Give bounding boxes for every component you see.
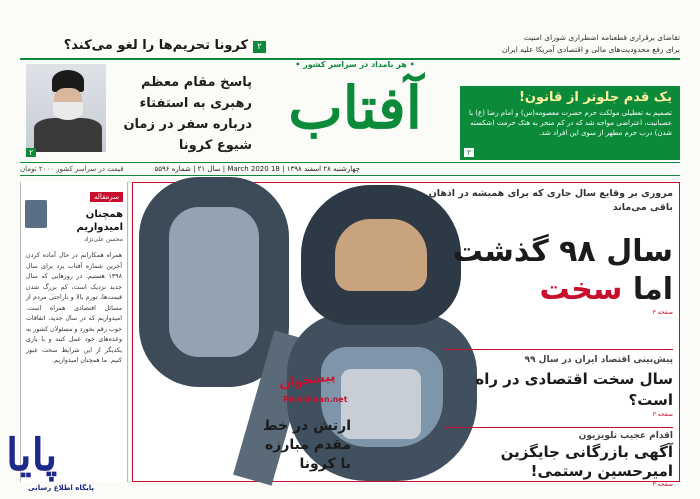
- green-news-box[interactable]: [460, 86, 680, 160]
- pishkhan-url[interactable]: Pishkhaan.net: [283, 395, 348, 404]
- masthead: [20, 60, 680, 160]
- tv-kicker: اقدام عجیب تلویزیون: [578, 431, 673, 441]
- main-headline-line-2: [413, 271, 673, 309]
- top-strip: [20, 30, 680, 60]
- logo-text: آفتاب: [288, 74, 422, 142]
- story-divider-2: [443, 427, 673, 428]
- logo-tagline: • هر بامداد در سراسر کشور •: [295, 60, 415, 69]
- main-headline-line-1: سال ۹۸ گذشت: [452, 234, 673, 269]
- newspaper-logo: [260, 60, 450, 160]
- leader-photo: [26, 64, 106, 152]
- economy-kicker: پیش‌بینی اقتصاد ایران در سال ۹۹: [524, 355, 673, 365]
- leader-headline[interactable]: پاسخ مقام معظم رهبری به استفتاء درباره سفر در زمان شیوع کرونا: [123, 75, 252, 153]
- top-strip-text: [380, 32, 680, 56]
- economy-headline: سال سخت اقتصادی در راه است؟: [475, 370, 673, 409]
- editorial-label: سرمقاله: [90, 192, 123, 202]
- green-box-number: ۲: [464, 148, 474, 157]
- editorial-body: همراه همکارانم در حال آماده کردن آخرین شماره آفتاب یزد برای سال ۱۳۹۸ هستیم. در روزهایی که سال جدید نزدیک است، کم بزرگ شدن قیمت‌ها، تورم بالا و ناراحتی مردم از مسائل اقتصادی همراه است. امیدواریم که در سال جدید، اتفاقات خوب رقم بخورد و مسئولان کشور به وعده‌های خود عمل کنند و با یاری یکدیگر از این شرایط سخت عبور کنیم. ما همچنان امیدواریم.: [26, 252, 122, 364]
- main-kicker: مروری بر وقایع سال جاری که برای همیشه در اذهان باقی می‌ماند: [428, 188, 673, 213]
- story-divider-1: [443, 349, 673, 350]
- top-headline[interactable]: کرونا تحریم‌ها را لغو می‌کند؟: [63, 38, 249, 53]
- editorial-author: محسن علی‌نژاد: [84, 236, 123, 243]
- tv-page-ref: صفحه ۳: [652, 481, 673, 488]
- issue-date: چهارشنبه ۲۸ اسفند ۱۳۹۸ | 18 March 2020 | سال ۲۱ | شماره ۵۵۹۶: [154, 165, 360, 173]
- paya-watermark-logo: [0, 430, 122, 499]
- pishkhan-watermark: پیشخوان: [278, 369, 337, 392]
- tv-story[interactable]: [473, 431, 673, 488]
- tv-headline: آگهی بازرگانی جایگزین امیرحسین رستمی!: [500, 443, 673, 480]
- top-strip-line-1: تقاضای برقراری قطعنامه اضطراری شورای امنیت: [523, 33, 680, 42]
- paya-logo-subtitle: پایگاه اطلاع رسانی: [28, 484, 94, 492]
- issue-price: قیمت در سراسر کشور ۲۰۰۰ تومان: [20, 165, 124, 173]
- main-headline-red-word: سخت: [539, 272, 623, 307]
- date-bar: [20, 162, 680, 176]
- main-headline-block[interactable]: [413, 187, 673, 316]
- top-headline-block: [20, 34, 270, 53]
- leader-page-number: ۲: [26, 148, 36, 157]
- green-box-title: یک قدم جلوتر از قانون!: [518, 90, 672, 105]
- author-photo: [25, 200, 47, 228]
- green-box-body: تصمیم به تعطیلی مولکت حرم حضرت معصومه(س) و امام رضا (ع) با عصبانیت، اعتراضی مواجه شد که در کم منجر به هتک حرمت (شکسته شدن) درب حرم مطهر از سوی این افراد شد.: [469, 109, 672, 137]
- paya-logo-mark: پایا: [6, 430, 58, 481]
- main-page-ref: صفحه ۳: [652, 309, 673, 316]
- economy-story[interactable]: [473, 355, 673, 418]
- main-headline-prefix: اما: [632, 272, 673, 307]
- army-headline[interactable]: ارتش در خط مقدم مبارزه با کرونا: [263, 418, 351, 472]
- feature-area: [132, 182, 680, 488]
- top-headline-number: ۲: [253, 41, 266, 53]
- economy-page-ref: صفحه ۳: [652, 411, 673, 418]
- top-strip-line-2: برای رفع محدودیت‌های مالی و اقتصادی آمریکا علیه ایران: [501, 45, 680, 54]
- editorial-title: همچنان امیدواریم: [76, 209, 123, 233]
